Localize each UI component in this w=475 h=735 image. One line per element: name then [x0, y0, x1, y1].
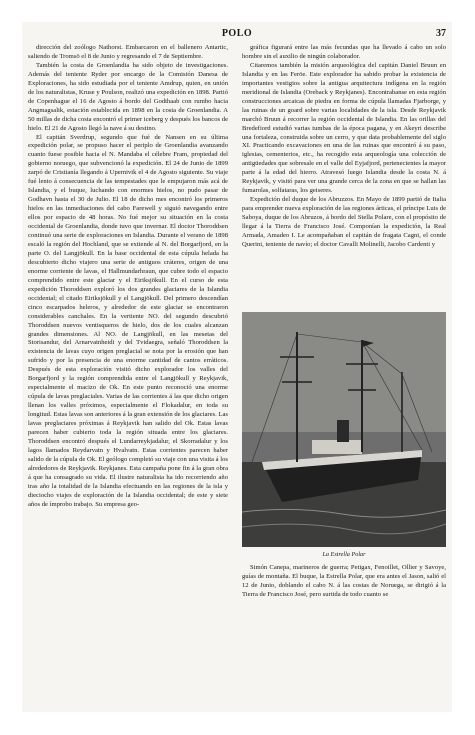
- page-number: 37: [436, 28, 446, 39]
- paragraph: Citaremos también la misión arqueológica del capitán Daniel Bruun en Islandia y en las Feröe. Este explorador ha sabido probar la existencia de importantes vestigios sobre la antigua arquitectura indígena en la región meridional de Islandia (Oreback y Reykjanes). Encontrabanse en esta región construcciones arcaicas de piedra en forma de cúpula llamadas Fjarborge, y las ruinas de un goard sobre varias localidades de la isla. Desde Reykjavik marchó Bruun á recorrer la región occidental de Islandia. En las orillas del Bredefiord estudió varias tumbas de la época pagana, y en Akeyri describe una fortaleza, construida sobre un cerro, y que data probablemente del siglo XI. Practicando excavaciones en una de las ruinas que encontró á su paso, iglesias, cementerios, etc., ha recogido esta arqueología una colección de antigüedades que sobresale en el valle del Eyjafjord, pertenecientes la mayor parte á la edad del hierro. Atravesó luego Islandia desde la costa N. á Reykjavik, y visitó para ver una grande cerca de la zona en que se hallan las fumarolas, solfataras, los geiseres.: [242, 61, 446, 195]
- paragraph: Simón Canepa, marineros de guerra; Petigax, Fenoillet, Ollier y Savoye, guías de montaña. El buque, la Estrella Polar, que era antes el Jason, salió el 12 de Junio, doblando el cabo N. á las costas de Noruega, se dirigió á la Tierra de Francisco José, pero surtida de todo cuanto se: [242, 564, 446, 598]
- figure-caption: La Estrella Polar: [322, 551, 366, 558]
- paragraph: El capitán Sverdrup, segundo que fué de Nansen en su última expedición polar, se propuso hacer el periplo de Groenlandia avanzando cuanto fuese posible hacia el N. Mandaba el célebre Fram, propiedad del gobierno noruego, que subvencionó la expedición. El 24 de Junio de 1899 zarpó de Cristianía llegando á Upernivik el 4 de Agosto siguiente. Su viaje fué lento á consecuencia de las tempestades que le empujaron más acá de Islandia, y el buque, luchando con enormes hielos, no pudo pasar de Godhavn hasta el 30 de Julio. El 18 de dicho mes encontró los primeros hielos en las inmediaciones del cabo Farewell y siguió navegando entre ellos por espacio de 48 horas. No fué mejor su situación en la costa occidental de Groenlandia, donde tuvo que invernar. El doctor Thoroddsen continuó una serie de exploraciones en Islandia. Durante el verano de 1898 escaló la región del Hochland, que se extiende al N. del Borgarfjord, en la parte O. del Langjökull. En la base occidental de esta cúpula helada ha descubierto dicho viajero una serie de antiguos cráteres, origen de una enorme corriente de lavas, el Hallmundarhraun, que cubre todo el espacio comprendido entre este glaciar y el Eiriksjökull. En el curso de esta expedición Thoroddsen exploró los dos grandes glaciares de la Islandia occidental; el citado Eiriksjökull y el Langjökull. Del primero descendían cinco escarpados heleros, y alrededor de este glaciar se encontraron considerables canchales. En la vertiente NO. del segundo descubrió Thoroddsen nuevos ventisqueros de hielo, dos de los cuales alcanzan grandes dimensiones. Al NO. de Langjökull, en las mesetas del Storisandur, del Arnarvatnheidi y del Tvidaegra, señaló Thoroddsen la existencia de lavas cuyo origen preglacial se nota por la erosión que han sufrido y por la presencia de una enorme cantidad de cantos erráticos. Después de esta exploración visitó dicho explorador los valles del Borgarfjord y la región comprendida entre el Langjökull y Reykjavik, especialmente el macizo de Ok. En este punto reconoció una enorme cúpula de lavas preglaciales. Varias de las corrientes á las que dicho origen llenan los valles próximos, especialmente el Flokadalur, en toda su longitud. Estas lavas son anteriores á la gran extensión de los glaciares. Las lavas preglaciares próximas á Reykjavik han salido del Ok. Estas lavas parecen haber cubierto toda la región situada entre los glaciares. Thoroddsen encontró después el Lundarreykjadalur, el Skorradalur y los lagos llamados Reydarvatn y Hvalvatn. Estas corrientes parecen haber salido de la cúpula de Ok. El geólogo completó su viaje con una visita á los alrededores de Reykjavik. Reykjanes. Esta campaña pone fin á la gran obra á que ha consagrado su vida. El ilustre naturalista ha ido recorriendo año tras año la totalidad de la Islandia efectuando en las regiones de la isla y dieciocho viajes de exploración de la Islandia occidental; de este y siete años de ímprobo trabajo. Su empresa geo-: [28, 133, 228, 508]
- paragraph: También la costa de Groenlandia ha sido objeto de investigaciones. Además del teniente Ryder por encargo de la Comisión Danesa de Exploraciones, ha sido estudiada por el teniente Amdrup, quien, en unión de los naturalistas, Kruse y Poulson, realizó una expedición en 1898. Partió de Copenhague el 16 de Agosto á bordo del Godthaab con rumbo hacia Angmagsalik, estación establecida en 1898 en la costa de Groenlandia. A 50 millas de dicha costa encontró el primer iceberg y después los bancos de hielo. El 21 de Agosto llegó la nave á su destino.: [28, 61, 228, 132]
- paragraph: Expedición del duque de los Abruzzos. En Mayo de 1899 partió de Italia para emprender nueva exploración de las regiones árticas, el príncipe Luis de Saboya, duque de los Abruzos, á bordo del Stella Polare, con el propósito de llegar á la Tierra de Francisco José. Componían la expedición, la Real Armada, Amadeo I. Le acompañaban el capitán de fragata Cagni, el conde Querini, teniente de navío; el doctor Cavalli Molinelli, Jacobo Cardenti y: [242, 196, 446, 248]
- left-column: [28, 44, 228, 704]
- right-column-top: [242, 44, 446, 292]
- ship-illustration: [242, 312, 446, 547]
- right-column-bottom: [242, 564, 446, 704]
- paragraph: dirección del zoólogo Nathorst. Embarcaron en el ballenero Antartic, saliendo de Tromsö el 8 de Junio y regresando el 7 de Septiembre.: [28, 44, 228, 60]
- page: [22, 22, 452, 712]
- paragraph: gráfica figurará entre las más fecundas que ha llevado á cabo un solo hombre sin el auxilio de ningún colaborador.: [242, 44, 446, 60]
- running-header: [22, 28, 452, 42]
- running-title: POLO: [221, 28, 253, 39]
